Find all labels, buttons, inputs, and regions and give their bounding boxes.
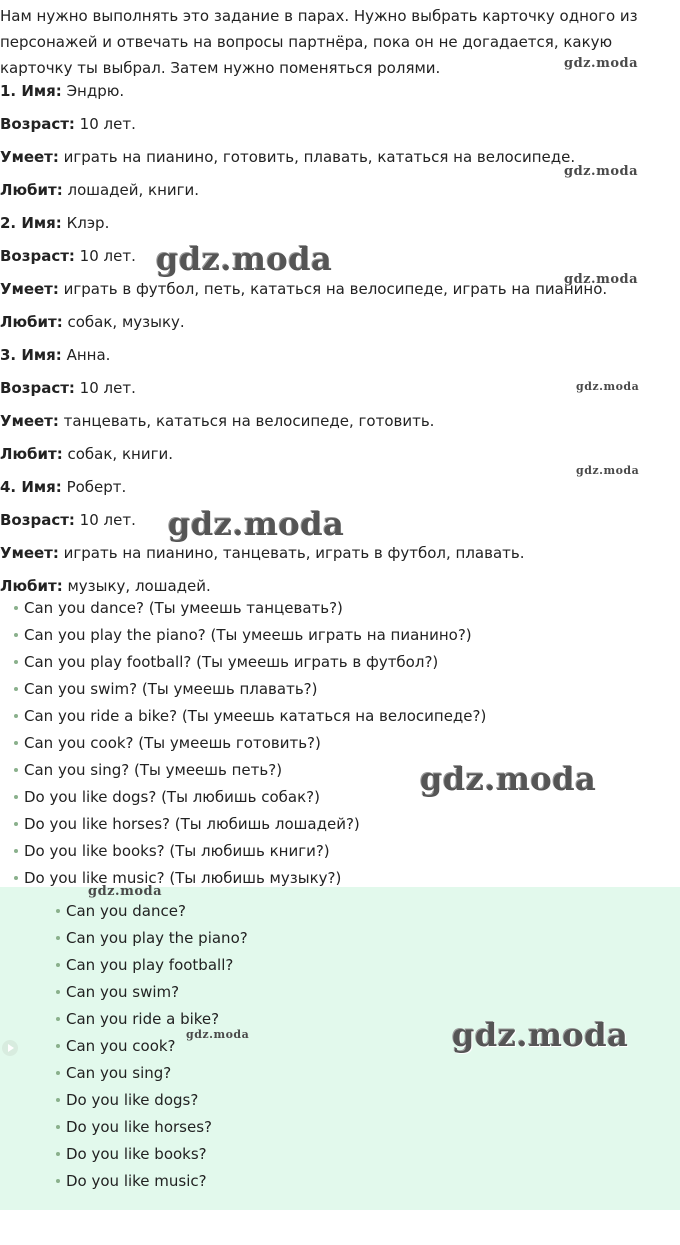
list-item: Can you play football?	[56, 955, 233, 975]
char1-age: Возраст: 10 лет.	[0, 115, 136, 133]
list-item: Do you like music?	[56, 1171, 207, 1191]
watermark: gdz.moda	[452, 1016, 629, 1054]
bullet-icon	[56, 1017, 60, 1021]
list-item: Can you sing? (Ты умеешь петь?)	[14, 760, 282, 780]
char4-age: Возраст: 10 лет.	[0, 511, 136, 529]
list-item: Can you cook? (Ты умеешь готовить?)	[14, 733, 321, 753]
watermark: gdz.moda	[156, 240, 333, 278]
char2-likes: Любит: собак, музыку.	[0, 313, 185, 331]
list-item: Can you dance?	[56, 901, 186, 921]
watermark: gdz.moda	[88, 884, 163, 899]
list-item: Do you like books? (Ты любишь книги?)	[14, 841, 330, 861]
bullet-icon	[56, 1098, 60, 1102]
bullet-icon	[14, 822, 18, 826]
bullet-icon	[14, 633, 18, 637]
bullet-icon	[14, 876, 18, 880]
bullet-icon	[56, 1152, 60, 1156]
play-icon[interactable]	[2, 1040, 18, 1056]
list-item: Do you like horses? (Ты любишь лошадей?)	[14, 814, 360, 834]
bullet-icon	[14, 660, 18, 664]
char4-name: 4. Имя: Роберт.	[0, 478, 127, 496]
char4-can: Умеет: играть на пианино, танцевать, играть в футбол, плавать.	[0, 544, 525, 562]
bullet-icon	[56, 1179, 60, 1183]
watermark: gdz.moda	[420, 760, 597, 798]
list-item: Can you ride a bike? (Ты умеешь кататься на велосипеде?)	[14, 706, 486, 726]
bullet-icon	[14, 795, 18, 799]
list-item: Can you play the piano? (Ты умеешь играть на пианино?)	[14, 625, 472, 645]
list-item: Can you play football? (Ты умеешь играть в футбол?)	[14, 652, 438, 672]
watermark: gdz.moda	[564, 56, 639, 71]
list-item: Can you swim?	[56, 982, 179, 1002]
list-item: Do you like books?	[56, 1144, 207, 1164]
char3-name: 3. Имя: Анна.	[0, 346, 111, 364]
char1-name: 1. Имя: Эндрю.	[0, 82, 125, 100]
list-item: Do you like horses?	[56, 1117, 212, 1137]
bullet-icon	[56, 936, 60, 940]
bullet-icon	[14, 741, 18, 745]
bullet-icon	[56, 1125, 60, 1129]
bullet-icon	[56, 909, 60, 913]
char4-likes: Любит: музыку, лошадей.	[0, 577, 211, 595]
char1-likes: Любит: лошадей, книги.	[0, 181, 200, 199]
char3-age: Возраст: 10 лет.	[0, 379, 136, 397]
bullet-icon	[56, 1071, 60, 1075]
char1-can: Умеет: играть на пианино, готовить, плавать, кататься на велосипеде.	[0, 148, 576, 166]
char2-can: Умеет: играть в футбол, петь, кататься на велосипеде, играть на пианино.	[0, 280, 608, 298]
char2-name: 2. Имя: Клэр.	[0, 214, 110, 232]
list-item: Can you dance? (Ты умеешь танцевать?)	[14, 598, 343, 618]
bullet-icon	[56, 990, 60, 994]
list-item: Do you like dogs?	[56, 1090, 198, 1110]
bullet-icon	[14, 606, 18, 610]
bullet-icon	[14, 768, 18, 772]
list-item: Can you swim? (Ты умеешь плавать?)	[14, 679, 317, 699]
char2-age: Возраст: 10 лет.	[0, 247, 136, 265]
bullet-icon	[56, 1044, 60, 1048]
bullet-icon	[14, 687, 18, 691]
bullet-icon	[56, 963, 60, 967]
watermark: gdz.moda	[576, 464, 640, 477]
watermark: gdz.moda	[564, 272, 639, 287]
intro-paragraph: Нам нужно выполнять это задание в парах. Нужно выбрать карточку одного из персонажей и отвечать на вопросы партнёра, пока он не догадается, какую карточку ты выбрал. Затем нужно поменяться ролями.	[0, 7, 638, 77]
watermark: gdz.moda	[576, 380, 640, 393]
list-item: Do you like music? (Ты любишь музыку?)	[14, 868, 341, 888]
list-item: Can you cook?	[56, 1036, 176, 1056]
watermark: gdz.moda	[168, 505, 345, 543]
char3-likes: Любит: собак, книги.	[0, 445, 173, 463]
char3-can: Умеет: танцевать, кататься на велосипеде, готовить.	[0, 412, 435, 430]
list-item: Can you sing?	[56, 1063, 171, 1083]
list-item: Can you ride a bike?	[56, 1009, 219, 1029]
bullet-icon	[14, 714, 18, 718]
list-item: Do you like dogs? (Ты любишь собак?)	[14, 787, 320, 807]
watermark: gdz.moda	[564, 164, 639, 179]
watermark: gdz.moda	[186, 1028, 250, 1041]
list-item: Can you play the piano?	[56, 928, 248, 948]
bullet-icon	[14, 849, 18, 853]
